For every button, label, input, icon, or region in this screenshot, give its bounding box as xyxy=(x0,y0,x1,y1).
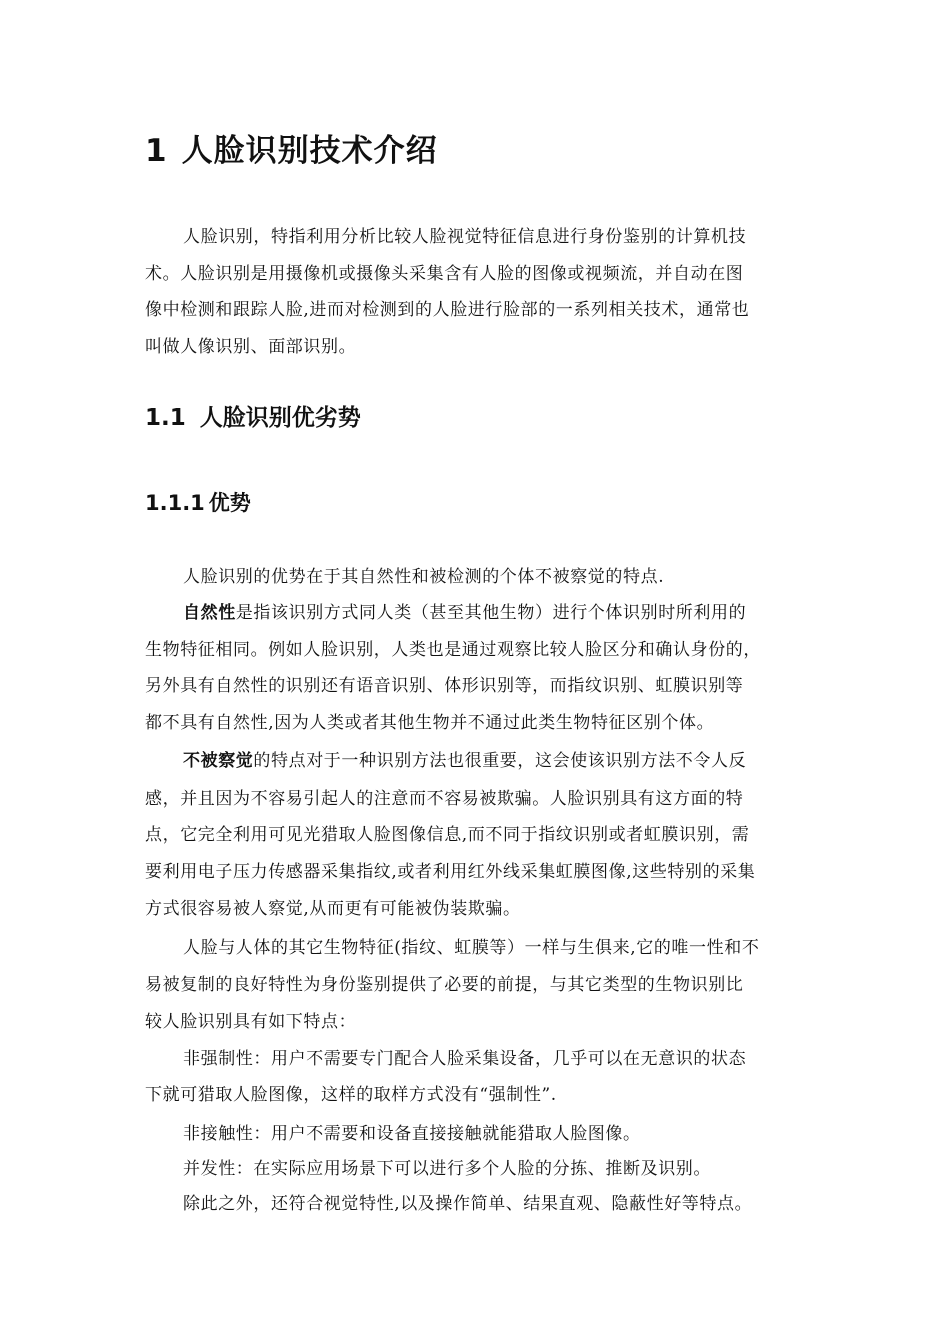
heading-3-title: 优势 xyxy=(208,491,251,515)
heading-1-number: 1 xyxy=(145,133,168,169)
other-features-line: 除此之外，还符合视觉特性,以及操作简单、结果直观、隐蔽性好等特点。 xyxy=(183,1194,753,1214)
naturalness-paragraph-line: 都不具有自然性,因为人类或者其他生物并不通过此类生物特征区别个体。 xyxy=(145,713,715,733)
non-contact-feature-line: 非接触性：用户不需要和设备直接接触就能猎取人脸图像。 xyxy=(183,1124,641,1144)
unnoticed-paragraph-line: 感，并且因为不容易引起人的注意而不容易被欺骗。人脸识别具有这方面的特 xyxy=(145,789,744,809)
concurrency-feature-line: 并发性：在实际应用场景下可以进行多个人脸的分拣、推断及识别。 xyxy=(183,1159,711,1179)
intro-paragraph-line: 术。人脸识别是用摄像机或摄像头采集含有人脸的图像或视频流，并自动在图 xyxy=(145,264,744,284)
unnoticed-paragraph-line: 要利用电子压力传感器采集指纹,或者利用红外线采集虹膜图像,这些特别的采集 xyxy=(145,862,756,882)
heading-2 xyxy=(145,400,361,436)
unnoticed-paragraph-line: 点，它完全利用可见光猎取人脸图像信息,而不同于指纹识别或者虹膜识别，需 xyxy=(145,825,750,845)
naturalness-paragraph-line: 另外具有自然性的识别还有语音识别、体形识别等，而指纹识别、虹膜识别等 xyxy=(145,676,744,696)
heading-2-title: 人脸识别优劣势 xyxy=(199,405,361,431)
naturalness-paragraph-line: 生物特征相同。例如人脸识别，人类也是通过观察比较人脸区分和确认身份的， xyxy=(145,640,761,660)
heading-2-number: 1.1 xyxy=(145,405,186,431)
non-mandatory-feature-line: 下就可猎取人脸图像，这样的取样方式没有“强制性”. xyxy=(145,1085,557,1105)
intro-paragraph-line: 像中检测和跟踪人脸,进而对检测到的人脸进行脸部的一系列相关技术，通常也 xyxy=(145,300,750,320)
naturalness-first-line-text: 是指该识别方式同人类（甚至其他生物）进行个体识别时所利用的 xyxy=(235,603,747,623)
unnoticed-paragraph-line xyxy=(145,746,825,776)
advantage-summary-line: 人脸识别的优势在于其自然性和被检测的个体不被察觉的特点. xyxy=(183,567,665,587)
naturalness-term: 自然性 xyxy=(183,603,236,623)
uniqueness-paragraph-line: 人脸与人体的其它生物特征(指纹、虹膜等）一样与生俱来,它的唯一性和不 xyxy=(183,938,760,958)
unnoticed-paragraph-line: 方式很容易被人察觉,从而更有可能被伪装欺骗。 xyxy=(145,899,521,919)
unnoticed-first-line-text: 的特点对于一种识别方法也很重要，这会使该识别方法不令人反 xyxy=(253,751,747,771)
naturalness-paragraph-line xyxy=(145,598,825,628)
heading-1-title: 人脸识别技术介绍 xyxy=(181,133,438,169)
heading-1 xyxy=(145,128,438,174)
heading-3 xyxy=(145,487,251,519)
uniqueness-paragraph-line: 较人脸识别具有如下特点： xyxy=(145,1012,357,1032)
intro-paragraph-line: 人脸识别，特指利用分析比较人脸视觉特征信息进行身份鉴别的计算机技 xyxy=(183,227,747,247)
intro-paragraph-line: 叫做人像识别、面部识别。 xyxy=(145,337,357,357)
non-mandatory-feature-line: 非强制性：用户不需要专门配合人脸采集设备，几乎可以在无意识的状态 xyxy=(183,1049,747,1069)
uniqueness-paragraph-line: 易被复制的良好特性为身份鉴别提供了必要的前提，与其它类型的生物识别比 xyxy=(145,975,744,995)
unnoticed-term: 不被察觉 xyxy=(183,751,254,771)
heading-3-number: 1.1.1 xyxy=(145,491,205,515)
